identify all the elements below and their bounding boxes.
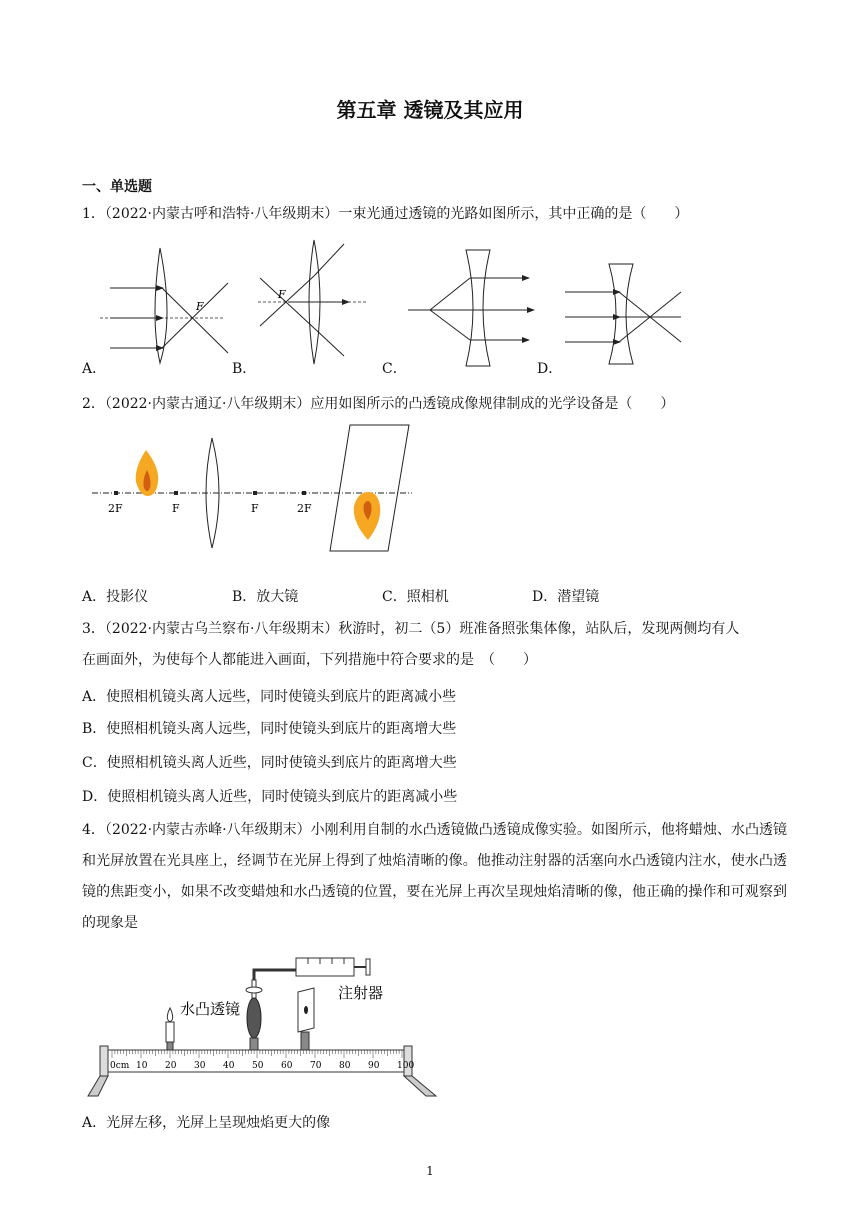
q1-figure-a (100, 238, 230, 368)
ruler-tick-label: 0cm (110, 1061, 130, 1071)
section-heading: 一、单选题 (82, 179, 152, 195)
ruler-tick-label: 80 (339, 1061, 351, 1071)
ruler-tick-label: 10 (136, 1061, 148, 1071)
q3-option-c: C．使照相机镜头离人近些，同时使镜头到底片的距离增大些 (82, 755, 457, 771)
q1-b-focus-label: F (278, 288, 286, 301)
q1-option-c: C． (382, 361, 407, 377)
ruler-tick-label: 100 (397, 1061, 415, 1071)
question-4-stem: 4．（2022·内蒙古赤峰·八年级期末）小刚利用自制的水凸透镜做凸透镜成像实验。如图所示，他将蜡烛、水凸透镜和光屏放置在光具座上，经调节在光屏上得到了烛焰清晰的像。他推动注射器的活塞向水凸透镜内注水，使水凸透镜的焦距变小，如果不改变蜡烛和水凸透镜的位置，要在光屏上再次呈现烛焰清晰的像，他正确的操作和可观察到的现象是 (82, 822, 787, 931)
q1-option-a: A． (82, 361, 107, 377)
inverted-image-flame-icon (354, 492, 380, 540)
ruler-tick-label: 70 (310, 1061, 322, 1071)
q1-figure-c (408, 248, 533, 368)
q2-label-f-right: F (251, 502, 259, 515)
ruler-tick-label: 60 (281, 1061, 293, 1071)
syringe-icon (254, 958, 370, 980)
q2-option-b: B．放大镜 (232, 589, 299, 605)
q1-option-b: B． (232, 361, 257, 377)
q3-option-a: A．使照相机镜头离人远些，同时使镜头到底片的距离减小些 (82, 689, 457, 705)
page-title: 第五章 透镜及其应用 (336, 98, 524, 122)
q1-figure-b (258, 238, 368, 368)
ruler-tick-label: 20 (165, 1061, 177, 1071)
candle-icon (166, 1008, 174, 1050)
question-3-stem-line2: 在画面外，为使每个人都能进入画面，下列措施中符合要求的是 （ ） (82, 652, 537, 668)
ruler-tick-label: 30 (194, 1061, 206, 1071)
q3-option-b: B．使照相机镜头离人远些，同时使镜头到底片的距离增大些 (82, 721, 457, 737)
q1-a-focus-label: F (196, 300, 204, 313)
q2-option-c: C．照相机 (382, 589, 449, 605)
q2-option-d: D．潜望镜 (532, 589, 600, 605)
q1-figure-d (563, 262, 688, 367)
ruler-tick-label: 90 (368, 1061, 380, 1071)
q2-figure (92, 420, 422, 555)
ruler-tick-label: 50 (252, 1061, 264, 1071)
q3-option-d: D．使照相机镜头离人近些，同时使镜头到底片的距离减小些 (82, 789, 458, 805)
q1-option-d: D． (537, 361, 563, 377)
q2-option-a: A．投影仪 (82, 589, 149, 605)
question-1-stem: 1．（2022·内蒙古呼和浩特·八年级期末）一束光通过透镜的光路如图所示，其中正确的是（ ） (82, 206, 689, 222)
question-2-stem: 2．（2022·内蒙古通辽·八年级期末）应用如图所示的凸透镜成像规律制成的光学设备是（ ） (82, 396, 675, 412)
ruler-tick-label: 40 (223, 1061, 235, 1071)
page-number: 1 (426, 1164, 434, 1178)
q4-optical-bench-figure (82, 950, 442, 1100)
light-screen-icon (298, 988, 314, 1050)
water-lens-icon (246, 980, 262, 1050)
label-syringe: 注射器 (338, 984, 384, 1002)
candle-flame-icon (136, 450, 159, 496)
question-3-stem-line1: 3．（2022·内蒙古乌兰察布·八年级期末）秋游时，初二（5）班准备照张集体像，站队后，发现两侧均有人 (82, 621, 740, 637)
q2-label-2f-right: 2F (297, 502, 312, 515)
q2-label-f-left: F (172, 502, 180, 515)
q2-label-2f-left: 2F (108, 502, 123, 515)
q4-option-a: A．光屏左移，光屏上呈现烛焰更大的像 (82, 1115, 331, 1131)
label-water-lens: 水凸透镜 (180, 1000, 241, 1018)
